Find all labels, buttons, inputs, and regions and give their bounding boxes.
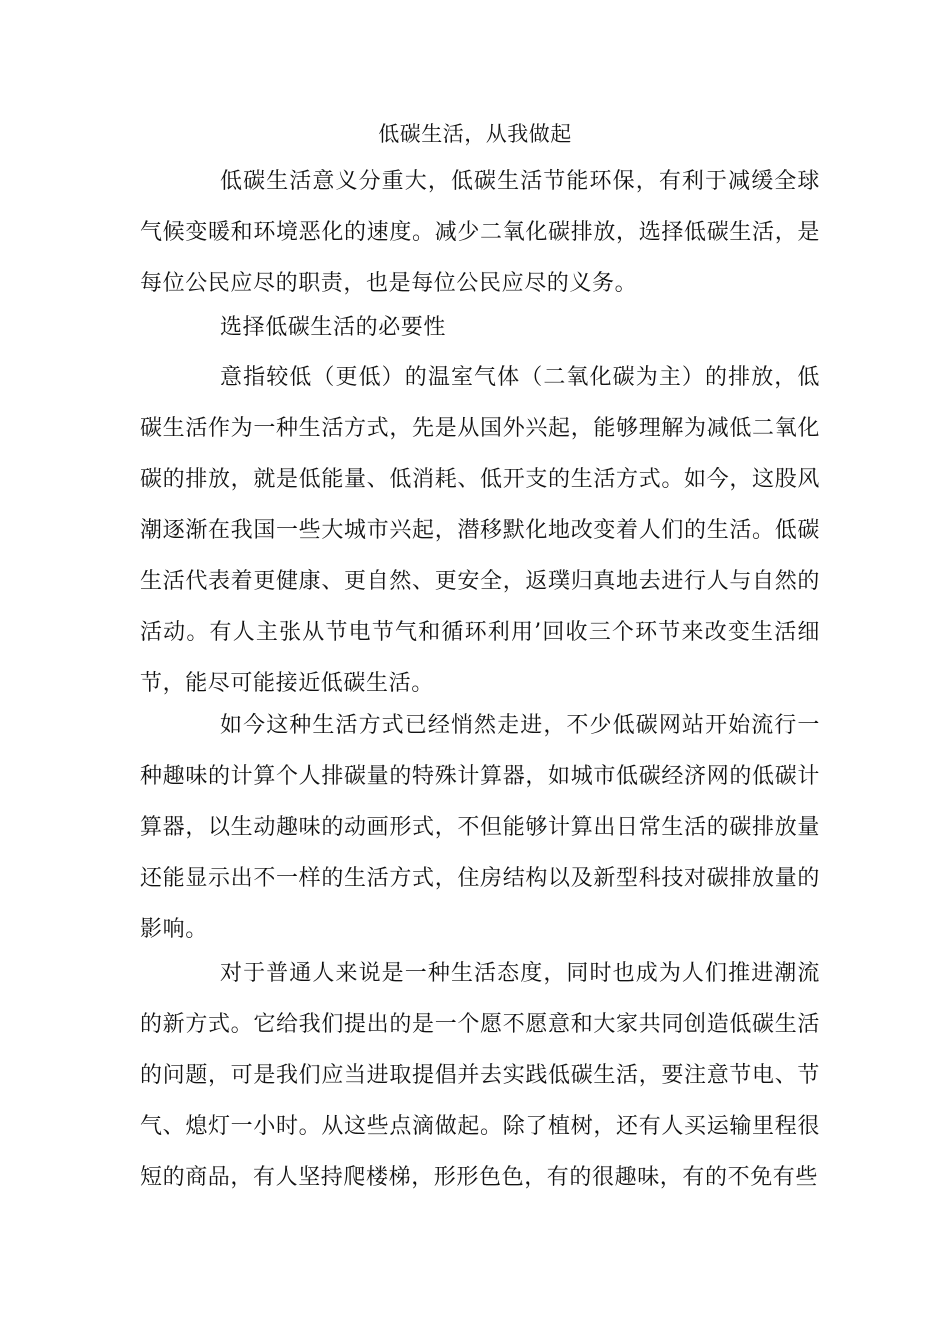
section-heading: 选择低碳生活的必要性 <box>220 315 447 340</box>
paragraph-attitude: 对于普通人来说是一种生活态度，同时也成为人们推进潮流的新方式。它给我们提出的是一个愿不愿意和大家共同创造低碳生活的问题，可是我们应当进取提倡并去实践低碳生活，要注意节电、节气、熄灯一小时。从这些点滴做起。除了植树，还有人买运输里程很短的商品，有人坚持爬楼梯，形形色色，有的很趣味，有的不免有些 <box>140 961 820 1190</box>
paragraph-intro: 低碳生活意义分重大，低碳生活节能环保，有利于减缓全球气候变暖和环境恶化的速度。减少二氧化碳排放，选择低碳生活，是每位公民应尽的职责，也是每位公民应尽的义务。 <box>140 169 820 296</box>
paragraph-definition: 意指较低（更低）的温室气体（二氧化碳为主）的排放，低碳生活作为一种生活方式，先是从国外兴起，能够理解为减低二氧化碳的排放，就是低能量、低消耗、低开支的生活方式。如今，这股风潮逐渐在我国一些大城市兴起，潜移默化地改变着人们的生活。低碳生活代表着更健康、更自然、更安全，返璞归真地去进行人与自然的活动。有人主张从节电节气和循环利用’回收三个环节来改变生活细节，能尽可能接近低碳生活。 <box>140 365 820 696</box>
paragraph-calculator: 如今这种生活方式已经悄然走进，不少低碳网站开始流行一种趣味的计算个人排碳量的特殊计算器，如城市低碳经济网的低碳计算器，以生动趣味的动画形式，不但能够计算出日常生活的碳排放量还能显示出不一样的生活方式，住房结构以及新型科技对碳排放量的影响。 <box>140 713 820 942</box>
document-title: 低碳生活，从我做起 <box>378 122 572 146</box>
